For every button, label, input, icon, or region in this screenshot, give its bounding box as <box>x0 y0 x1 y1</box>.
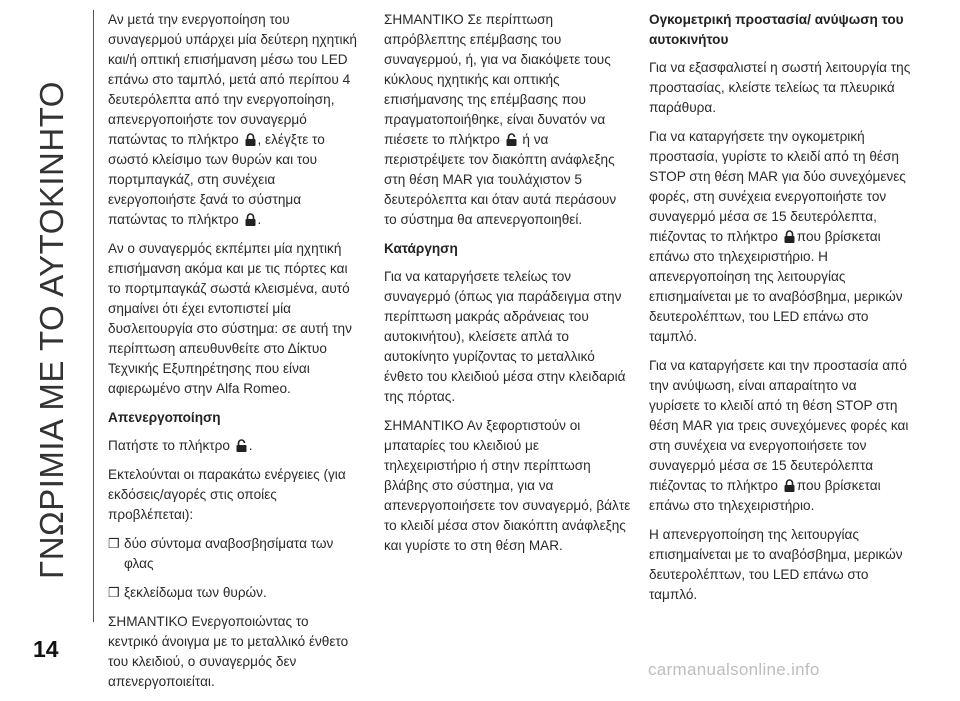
lock-icon <box>784 230 795 243</box>
sidebar <box>0 0 92 686</box>
checkbox-bullet-icon: ❒ <box>108 585 120 600</box>
paragraph: ΣΗΜΑΝΤΙΚΟ Σε περίπτωση απρόβλεπτης επέμβασης του συναγερμού, ή, για να διακόψετε τους κύκλους ηχητικής και οπτικής επισήμανσης της επέμβασης που πραγματοποιήθηκε, είναι δυνατόν να πιέσετε το πλήκτρο ή να περιστρέψετε τον διακόπτη ανάφλεξης στη θέση MAR για τουλάχιστον 5 δευτερόλεπτα και όταν αυτά περάσουν το σύστημα θα απενεργοποιηθεί. <box>384 12 617 227</box>
paragraph: Η απενεργοποίηση της λειτουργίας επισημαίνεται με το αναβόσβημα, μερικών δευτερολέπτων, του LED επάνω στο ταμπλό. <box>649 527 903 602</box>
watermark: carmanualsonline.info <box>648 660 820 679</box>
paragraph: Για να καταργήσετε την ογκομετρική προστασία, γυρίστε το κλειδί από τη θέση STOP στη θέση MAR για δύο συνεχόμενες φορές, στη συνέχεια ενεργοποιήστε τον συναγερμό μέσα σε 15 δευτερόλεπτα, πιέζοντας το πλήκτρο που βρίσκεται επάνω στο τηλεχειριστήριο. Η απενεργοποίηση της λειτουργίας επισημαίνεται με το αναβόσβημα, μερικών δευτερολέπτων, του LED επάνω στο ταμπλό. <box>649 129 906 344</box>
section-heading: Απενεργοποίηση <box>108 410 221 425</box>
chapter-title: ΓΝΩΡΙΜΙΑ ΜΕ ΤΟ ΑΥΤΟΚΙΝΗΤΟ <box>33 81 70 579</box>
list-item: ❒ δύο σύντομα αναβοσβησίματα των φλας <box>108 534 358 574</box>
paragraph: Πατήστε το πλήκτρο . <box>108 438 253 453</box>
page-number: 14 <box>33 636 59 662</box>
vertical-divider <box>93 10 94 622</box>
column-3 <box>649 10 911 614</box>
paragraph: ΣΗΜΑΝΤΙΚΟ Αν ξεφορτιστούν οι μπαταρίες του κλειδιού με τηλεχειριστήριο ή στην περίπτωση βλάβης στο σύστημα, για να απενεργοποιήσετε τον συναγερμό, βάλτε το κλειδί μέσα στον διακόπτη ανάφλεξης και γυρίστε το στη θέση MAR. <box>384 418 631 553</box>
paragraph: ΣΗΜΑΝΤΙΚΟ Ενεργοποιώντας το κεντρικό άνοιγμα με το μεταλλικό ένθετο του κλειδιού, ο συναγερμός δεν απενεργοποιείται. <box>108 614 349 689</box>
lock-icon <box>245 213 256 226</box>
paragraph: Για να καταργήσετε τελείως τον συναγερμό (όπως για παράδειγμα στην περίπτωση μακράς αδράνειας του αυτοκινήτου), κλείσετε απλά το αυτοκίνητο γυρίζοντας το μεταλλικό ένθετο του κλειδιού μέσα στην κλειδαριά της πόρτας. <box>384 269 626 404</box>
column-2 <box>384 10 632 565</box>
column-1 <box>108 10 358 701</box>
list-item: ❒ ξεκλείδωμα των θυρών. <box>108 583 358 603</box>
paragraph: Αν ο συναγερμός εκπέμπει μία ηχητική επισήμανση ακόμα και με τις πόρτες και το πορτμπαγκάζ σωστά κλεισμένα, αυτό σημαίνει ότι έχει εντοπιστεί μία δυσλειτουργία στο σύστημα: σε αυτή την περίπτωση απευθυνθείτε στο Δίκτυο Τεχνικής Εξυπηρέτησης που είναι αφιερωμένο στην Alfa Romeo. <box>108 241 352 396</box>
section-heading: Κατάργηση <box>384 241 458 256</box>
unlock-icon <box>236 439 247 452</box>
checkbox-bullet-icon: ❒ <box>108 536 120 551</box>
unlock-icon <box>506 133 517 146</box>
section-heading: Ογκομετρική προστασία/ ανύψωση του αυτοκινήτου <box>649 12 904 47</box>
paragraph: Για να εξασφαλιστεί η σωστή λειτουργία της προστασίας, κλείστε τελείως τα πλευρικά παράθυρα. <box>649 60 911 115</box>
lock-icon <box>784 479 795 492</box>
paragraph: Εκτελούνται οι παρακάτω ενέργειες (για εκδόσεις/αγορές στις οποίες προβλέπεται): <box>108 467 346 522</box>
paragraph: Αν μετά την ενεργοποίηση του συναγερμού υπάρχει μία δεύτερη ηχητική και/ή οπτική επισήμανση μέσω του LED επάνω στο ταμπλό, μετά από περίπου 4 δευτερόλεπτα από την ενεργοποίηση, απενεργοποιήστε τον συναγερμό πατώντας το πλήκτρο , ελέγξτε το σωστό κλείσιμο των θυρών και του πορτμπαγκάζ, στη συνέχεια ενεργοποιήστε ξανά το σύστημα πατώντας το πλήκτρο . <box>108 12 357 227</box>
paragraph: Για να καταργήσετε και την προστασία από την ανύψωση, είναι απαραίτητο να γυρίσετε το κλειδί από τη θέση STOP στη θέση MAR για τρεις συνεχόμενες φορές και στη συνέχεια να ενεργοποιήσετε τον συναγερμό μέσα σε 15 δευτερόλεπτα πιέζοντας το πλήκτρο που βρίσκεται επάνω στο τηλεχειριστήριο. <box>649 358 909 513</box>
lock-icon <box>245 133 256 146</box>
